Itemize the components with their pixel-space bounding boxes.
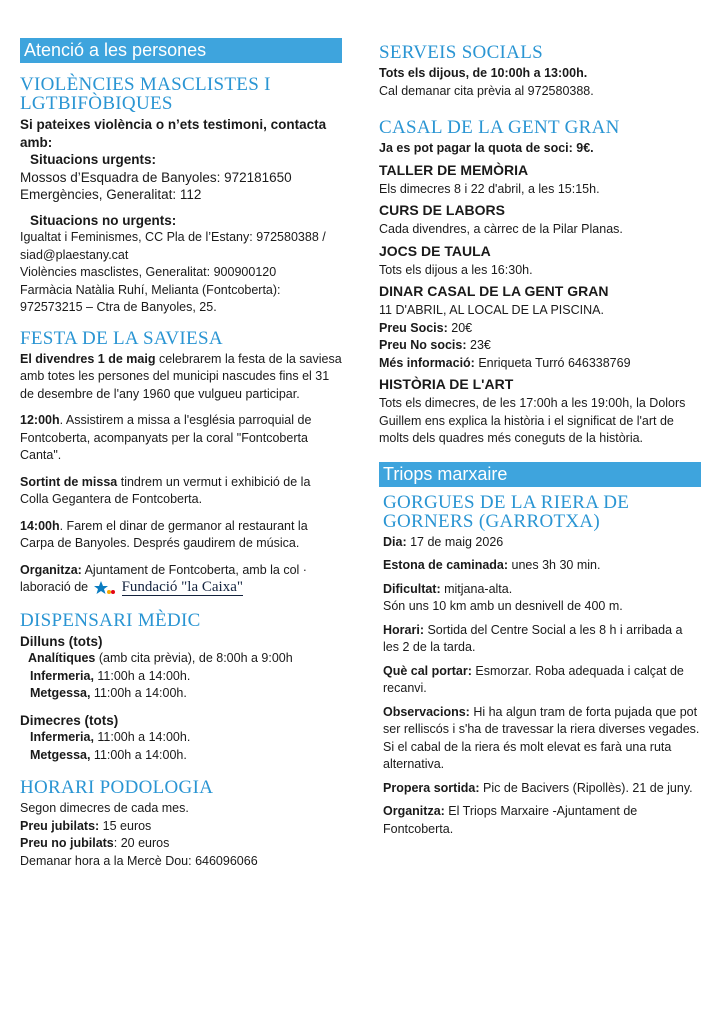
dinar-heading: DINAR CASAL DE LA GENT GRAN [379,283,609,299]
section-title-violencies: VIOLÈNCIES MASCLISTES I LGTBIFÒBIQUES [20,74,271,114]
right-column [379,38,701,838]
urgent-line-2: Emergències, Generalitat: 112 [20,187,202,202]
metgessa-dilluns: Metgessa, 11:00h a 14:00h. [30,686,187,700]
festa-paragraph-1: El divendres 1 de maig celebrarem la festa de la saviesa amb totes les persones del municipi nascudes fins el 31 de desembre de l'any 1960 que vulgueu participar. [20,351,342,401]
nonurgent-heading: Situacions no urgents: [30,212,177,228]
left-column [20,38,342,870]
section-band-triops: Triops marxaire [379,462,701,487]
triops-desnivell: Són uns 10 km amb un desnivell de 400 m. [383,599,623,613]
dimecres-heading: Dimecres (tots) [20,712,119,728]
art-text: Tots els dimecres, de les 17:00h a les 19:00h, la Dolors Guillem ens explica la història i el significat de l'art de molts dels quadres més coneguts de la història. [379,396,686,445]
festa-paragraph-4: 14:00h. Farem el dinar de germanor al restaurant la Carpa de Banyoles. Després gaudirem de música. [20,518,308,550]
triops-horari: Horari: Sortida del Centre Social a les 8 h i arribada a les 2 de la tarda. [383,622,683,654]
podologia-line-1: Segon dimecres de cada mes. [20,801,189,815]
nonurgent-line-3: Farmàcia Natàlia Ruhí, Melianta (Fontcoberta): 972573215 – Ctra de Banyoles, 25. [20,282,281,314]
section-title-serveis: SERVEIS SOCIALS [379,42,543,63]
infermeria-dilluns: Infermeria, 11:00h a 14:00h. [30,668,191,683]
triops-dia: Dia: 17 de maig 2026 [383,534,504,549]
mes-informacio: Més informació: Enriqueta Turró 646338769 [379,355,631,370]
metgessa-dimecres: Metgessa, 11:00h a 14:00h. [30,747,187,762]
triops-estona: Estona de caminada: unes 3h 30 min. [383,558,601,572]
section-title-festa: FESTA DE LA SAVIESA [20,327,223,349]
dilluns-heading: Dilluns (tots) [20,633,103,649]
podologia-line-3: Preu no jubilats: 20 euros [20,836,170,850]
serveis-line-1: Tots els dijous, de 10:00h a 13:00h. [379,66,588,80]
dinar-text: 11 D'ABRIL, AL LOCAL DE LA PISCINA. [379,303,604,317]
nonurgent-line-2: Violències masclistes, Generalitat: 900900120 [20,265,277,279]
section-title-gorgues: GORGUES DE LA RIERA DE GORNERS (GARROTXA) [383,491,630,532]
urgent-line-1: Mossos d’Esquadra de Banyoles: 972181650 [20,169,292,185]
podologia-line-2: Preu jubilats: 15 euros [20,818,152,833]
jocs-text: Tots els dijous a les 16:30h. [379,262,533,277]
infermeria-dimecres: Infermeria, 11:00h a 14:00h. [30,730,191,744]
triops-organitza: Organitza: El Triops Marxaire -Ajuntament de Fontcoberta. [383,804,638,836]
section-title-dispensari: DISPENSARI MÈDIC [20,609,201,631]
festa-paragraph-3: Sortint de missa tindrem un vermut i exhibició de la Colla Gegantera de Fontcoberta. [20,474,311,506]
preu-socis: Preu Socis: 20€ [379,320,473,335]
taller-text: Els dimecres 8 i 22 d'abril, a les 15:15h. [379,181,600,196]
triops-cabal: Si el cabal de la riera és molt elevat es farà una ruta alternativa. [383,739,672,771]
triops-propera: Propera sortida: Pic de Bacivers (Ripollès). 21 de juny. [383,780,693,795]
analitiques-line: Analítiques (amb cita prèvia), de 8:00h a 9:00h [28,651,293,665]
section-title-podologia: HORARI PODOLOGIA [20,777,214,798]
triops-portar: Què cal portar: Esmorzar. Roba adequada i calçat de recanvi. [383,663,684,695]
labors-text: Cada divendres, a càrrec de la Pilar Planas. [379,222,623,236]
nonurgent-line-1: Igualtat i Feminismes, CC Pla de l’Estany: 972580388 / siad@plaestany.cat [20,230,326,262]
triops-dificultat: Dificultat: mitjana-alta. [383,581,513,596]
section-title-casal: CASAL DE LA GENT GRAN [379,117,620,138]
preu-no-socis: Preu No socis: 23€ [379,338,491,352]
labors-heading: CURS DE LABORS [379,202,506,218]
festa-paragraph-5: Organitza: Ajuntament de Fontcoberta, amb la col · laboració de Fundació "la Caixa" [20,562,307,595]
art-heading: HISTÒRIA DE L'ART [379,376,514,392]
triops-details [379,534,701,839]
casal-quota: Ja es pot pagar la quota de soci: 9€. [379,141,594,155]
violencies-intro: Si pateixes violència o n’ets testimoni, contacta amb: [20,117,327,150]
section-band-atencio: Atenció a les persones [20,38,342,63]
serveis-line-2: Cal demanar cita prèvia al 972580388. [379,83,594,98]
triops-observacions: Observacions: Hi ha algun tram de forta pujada que pot ser relliscós i s'ha de travessar la riera diverses vegades. [383,704,700,736]
fundacio-la-caixa-logo: Fundació "la Caixa" [92,580,243,596]
podologia-line-4: Demanar hora a la Mercè Dou: 646096066 [20,853,258,868]
festa-paragraph-2: 12:00h. Assistirem a missa a l'església parroquial de Fontcoberta, acompanyats per la coral "Fontcoberta Canta". [20,413,312,462]
urgent-heading: Situacions urgents: [30,152,157,167]
taller-heading: TALLER DE MEMÒRIA [379,161,529,178]
jocs-heading: JOCS DE TAULA [379,242,491,259]
la-caixa-star-icon [92,580,118,596]
